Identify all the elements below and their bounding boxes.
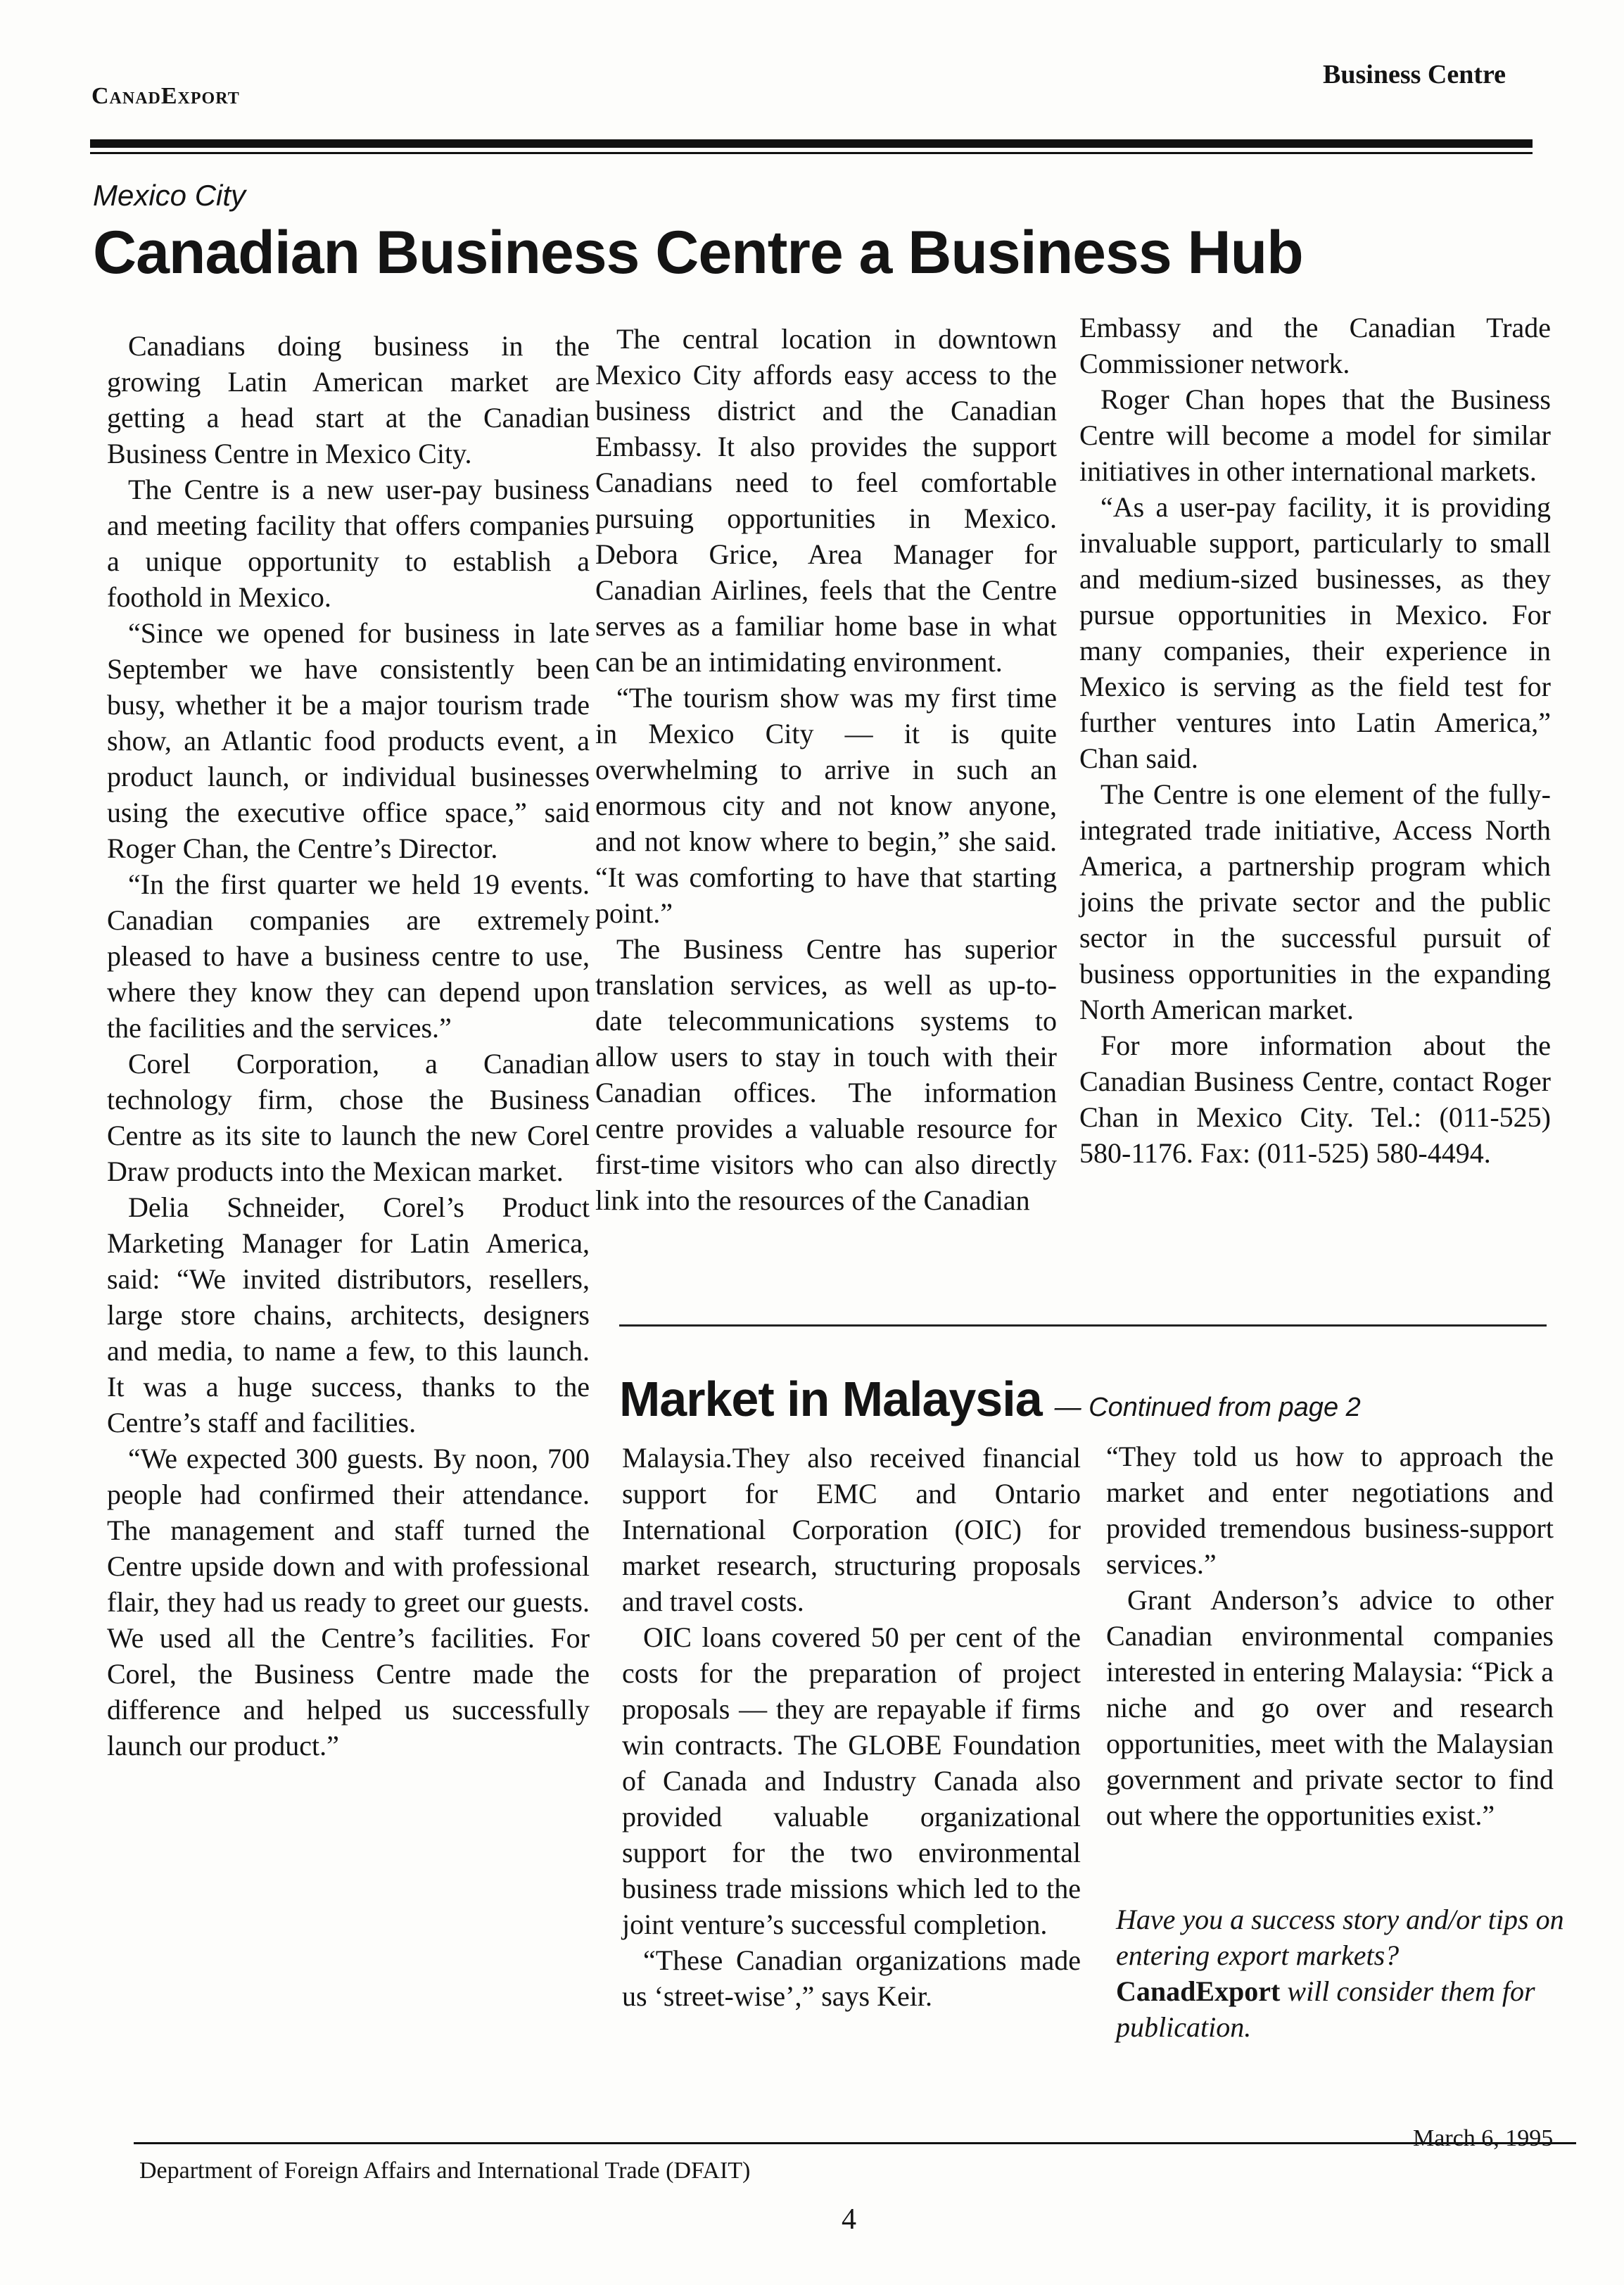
invite-brand: CanadExport [1116, 1975, 1281, 2007]
article-kicker: Mexico City [93, 179, 246, 212]
paragraph: Malaysia.They also received financial support for EMC and Ontario International Corporation (OIC) for market research, structuring proposals and travel costs. [622, 1442, 1081, 1617]
continued-title: Market in Malaysia [619, 1372, 1042, 1426]
section-title: Business Centre [1323, 60, 1506, 89]
section-divider [619, 1324, 1547, 1327]
paragraph: Roger Chan hopes that the Business Centre will become a model for similar initiatives in other international markets. [1079, 384, 1551, 487]
article-column-1 [107, 328, 590, 2115]
paragraph: “Since we opened for business in late September we have consistently been busy, whether it be a major tourism trade show, an Atlantic food products event, a product launch, or individual businesses using the executive office space,” said Roger Chan, the Centre’s Director. [107, 617, 590, 864]
paragraph: Delia Schneider, Corel’s Product Marketing Manager for Latin America, said: “We invited distributors, resellers, large store chains, architects, designers and media, to name a few, to this launch. It was a huge success, thanks to the Centre’s staff and facilities. [107, 1191, 590, 1438]
invite-text: Have you a success story and/or tips on entering export markets? [1116, 1904, 1564, 1971]
footer-rule [134, 2142, 1576, 2144]
article-column-2 [595, 321, 1057, 1320]
continued-heading [619, 1371, 1361, 1427]
paragraph: “As a user-pay facility, it is providing invaluable support, particularly to small and medium-sized businesses, as they pursue opportunities in Mexico. For many companies, their experience in Mexico is serving as the field test for further ventures into Latin America,” Chan said. [1079, 491, 1551, 774]
paragraph: “These Canadian organizations made us ‘street-wise’,” says Keir. [622, 1944, 1081, 2012]
submission-invitation [1116, 1901, 1566, 2045]
footer-department: Department of Foreign Affairs and International Trade (DFAIT) [139, 2158, 751, 2184]
paragraph: OIC loans covered 50 per cent of the costs for the preparation of project proposals — they are repayable if firms win contracts. The GLOBE Foundation of Canada and Industry Canada also provided valuable organizational support for the two environmental business trade missions which led to the joint venture’s successful completion. [622, 1621, 1081, 1940]
paragraph: The Centre is a new user-pay business and meeting facility that offers companies a unique opportunity to establish a foothold in Mexico. [107, 474, 590, 613]
paragraph: Canadians doing business in the growing Latin American market are getting a head start at the Canadian Business Centre in Mexico City. [107, 330, 590, 469]
paragraph: Embassy and the Canadian Trade Commissioner network. [1079, 312, 1551, 379]
paragraph: “They told us how to approach the market and enter negotiations and provided tremendous business-support services.” [1106, 1441, 1554, 1580]
issue-date: March 6, 1995 [1413, 2125, 1554, 2151]
paragraph: “We expected 300 guests. By noon, 700 people had confirmed their attendance. The management and staff turned the Centre upside down and with professional flair, they had us ready to greet our guests. We used all the Centre’s facilities. For Corel, the Business Centre made the difference and helped us successfully launch our product.” [107, 1443, 590, 1761]
publication-name: CanadExport [91, 83, 240, 109]
continued-column-2 [1106, 1438, 1554, 1833]
paragraph: The Business Centre has superior translation services, as well as up-to-date telecommunications systems to allow users to stay in touch with their Canadian offices. The information centre provides a valuable resource for first-time visitors who can also directly link into the resources of the Canadian [595, 933, 1057, 1216]
article-headline: Canadian Business Centre a Business Hub [93, 219, 1303, 286]
paragraph: For more information about the Canadian Business Centre, contact Roger Chan in Mexico City. Tel.: (011-525) 580-1176. Fax: (011-525) 580-4494. [1079, 1030, 1551, 1169]
continued-note: — Continued from page 2 [1054, 1393, 1361, 1422]
paragraph: The central location in downtown Mexico City affords easy access to the business district and the Canadian Embassy. It also provides the support Canadians need to feel comfortable pursuing opportunities in Mexico. Debora Grice, Area Manager for Canadian Airlines, feels that the Centre serves as a familiar home base in what can be an intimidating environment. [595, 323, 1057, 678]
paragraph: “The tourism show was my first time in Mexico City — it is quite overwhelming to arrive in such an enormous city and not know anyone, and not know where to begin,” she said. “It was comforting to have that starting point.” [595, 682, 1057, 929]
page-number: 4 [842, 2203, 856, 2236]
continued-column-1 [622, 1440, 1081, 2137]
paragraph: The Centre is one element of the fully-integrated trade initiative, Access North America, a partnership program which joins the private sector and the public sector in the successful pursuit of business opportunities in the expanding North American market. [1079, 778, 1551, 1025]
paragraph: “In the first quarter we held 19 events. Canadian companies are extremely pleased to have a business centre to use, where they know they can depend upon the facilities and the services.” [107, 868, 590, 1044]
paragraph: Grant Anderson’s advice to other Canadian environmental companies interested in entering Malaysia: “Pick a niche and go over and research opportunities, meet with the Malaysian government and private sector to find out where the opportunities exist.” [1106, 1584, 1554, 1831]
article-column-3 [1079, 310, 1551, 1309]
header-rule-thin [90, 152, 1533, 154]
invite-text-end: will consider them for publication. [1116, 1975, 1535, 2043]
header-rule-thick [90, 139, 1533, 148]
paragraph: Corel Corporation, a Canadian technology firm, chose the Business Centre as its site to launch the new Corel Draw products into the Mexican market. [107, 1048, 590, 1187]
